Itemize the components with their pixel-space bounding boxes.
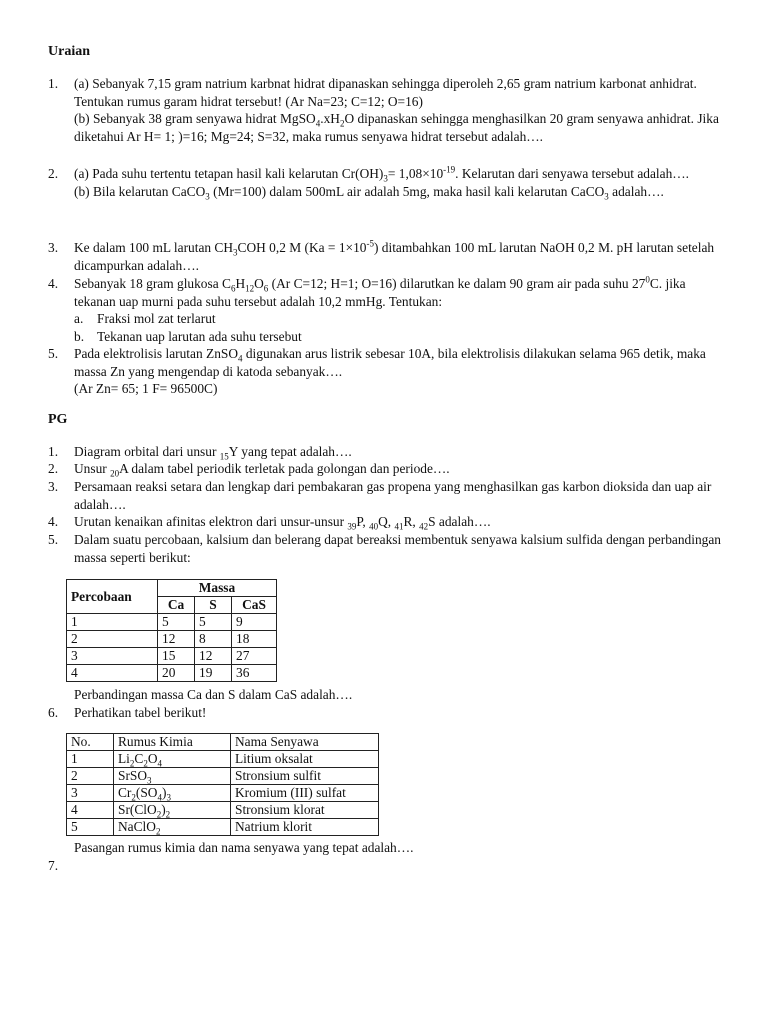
table-cell: 18	[232, 631, 277, 648]
compound-table	[66, 733, 379, 836]
header-s: S	[195, 597, 232, 614]
cell-no: 2	[67, 768, 114, 785]
table-row	[67, 631, 277, 648]
cell-nama: Litium oksalat	[231, 751, 379, 768]
pg-question-4	[48, 513, 728, 531]
question-text: Perbandingan massa Ca dan S dalam CaS adalah….	[74, 687, 353, 702]
table-cell: 2	[67, 631, 158, 648]
table-cell: 5	[158, 614, 195, 631]
question-part-a: (a) Sebanyak 7,15 gram natrium karbnat hidrat dipanaskan sehingga diperoleh 2,65 gram natrium karbonat anhidrat. Tentukan rumus garam hidrat tersebut! (Ar Na=23; C=12; O=16)	[74, 76, 697, 109]
question-number: 3.	[48, 240, 59, 255]
table-row	[67, 751, 379, 768]
header-massa: Massa	[158, 580, 277, 597]
question-part-b: (b) Bila kelarutan CaCO$_3$ (Mr=100) dalam 500mL air adalah 5mg, maka hasil kali kelarutan CaCO$_3$ adalah….	[74, 183, 664, 202]
table-row	[67, 785, 379, 802]
pg-question-5-followup	[48, 686, 728, 704]
question-text: Diagram orbital dari unsur $_{15}$Y yang tepat adalah….	[74, 444, 352, 462]
question-text: Perhatikan tabel berikut!	[74, 705, 207, 720]
table-cell: 15	[158, 648, 195, 665]
mass-ratio-table	[66, 579, 277, 682]
question-number: 4.	[48, 276, 59, 291]
table-cell: 12	[158, 631, 195, 648]
table-cell: 12	[195, 648, 232, 665]
cell-nama: Natrium klorit	[231, 819, 379, 836]
cell-formula: SrSO$_3$	[114, 768, 231, 785]
table-cell: 20	[158, 665, 195, 682]
pg-question-6-followup	[48, 839, 728, 857]
table-cell: 8	[195, 631, 232, 648]
question-number: 5.	[48, 346, 59, 361]
pg-question-1	[48, 443, 728, 461]
header-cas: CaS	[232, 597, 277, 614]
section-heading-pg: PG	[48, 412, 68, 427]
cell-nama: Stronsium sulfit	[231, 768, 379, 785]
header-ca: Ca	[158, 597, 195, 614]
pg-question-3	[48, 478, 728, 513]
question-number: 6.	[48, 705, 59, 720]
cell-nama: Kromium (III) sulfat	[231, 785, 379, 802]
uraian-question-4	[48, 275, 728, 345]
question-text: Ke dalam 100 mL larutan $CH_3COH$ 0,2 M $(Ka = 1\times 10^{-5})$ ditambahkan 100 mL larutan NaOH 0,2 M. pH larutan setelah dicampurkan adalah….	[74, 238, 715, 273]
cell-formula: $Li_2C_2O_4$	[114, 751, 231, 768]
cell-no: 5	[67, 819, 114, 836]
pg-question-6	[48, 704, 728, 722]
uraian-question-3	[48, 239, 728, 274]
question-text: Urutan kenaikan afinitas elektron dari unsur-unsur $_{39}$P, $_{40}$Q, $_{41}$R, $_{42}$S adalah….	[74, 514, 491, 532]
question-text: Pada elektrolisis larutan ZnSO$_4$ digunakan arus listrik sebesar 10A, bila elektrolisis dilakukan selama 965 detik, maka massa Zn yang mengendap di katoda sebanyak….	[74, 346, 706, 379]
cell-formula: $Cr_2(SO_4)_3$	[114, 785, 231, 802]
table-row	[67, 802, 379, 819]
table-cell: 4	[67, 665, 158, 682]
question-text: Unsur $_{20}$A dalam tabel periodik terletak pada golongan dan periode….	[74, 461, 450, 479]
table-cell: 5	[195, 614, 232, 631]
question-number: 3.	[48, 479, 59, 494]
question-text: Persamaan reaksi setara dan lengkap dari pembakaran gas propena yang menghasilkan gas karbon dioksida dan uap air adalah….	[74, 479, 712, 512]
table-row	[67, 665, 277, 682]
question-note: (Ar Zn= 65; 1 F= 96500C)	[74, 381, 218, 397]
section-heading-uraian: Uraian	[48, 44, 90, 59]
table-row	[67, 768, 379, 785]
cell-no: 1	[67, 751, 114, 768]
question-number: 4.	[48, 514, 59, 529]
cell-no: 3	[67, 785, 114, 802]
question-number: 7.	[48, 858, 59, 873]
header-percobaan: Percobaan	[67, 580, 158, 614]
uraian-question-2	[48, 165, 728, 200]
question-number: 1.	[48, 444, 59, 459]
cell-formula: $Sr(ClO_2)_2$	[114, 802, 231, 819]
pg-question-5	[48, 531, 728, 566]
sub-item-b: b. Tekanan uap larutan ada suhu tersebut	[74, 328, 302, 344]
uraian-question-1	[48, 75, 728, 145]
pg-question-2	[48, 460, 728, 478]
question-number: 1.	[48, 76, 59, 91]
header-rumus-kimia: Rumus Kimia	[114, 734, 231, 751]
table-row	[67, 819, 379, 836]
table-cell: 19	[195, 665, 232, 682]
sub-item-a: a. Fraksi mol zat terlarut	[74, 311, 216, 327]
table-cell: 36	[232, 665, 277, 682]
table-cell: 3	[67, 648, 158, 665]
question-part-a: (a) Pada suhu tertentu tetapan hasil kali kelarutan $Cr(OH)_3= 1,08\times 10^{-19}$. Kelarutan dari senyawa tersebut adalah….	[74, 164, 690, 184]
table-cell: 9	[232, 614, 277, 631]
uraian-question-5	[48, 345, 728, 398]
question-number: 5.	[48, 532, 59, 547]
question-number: 2.	[48, 166, 59, 181]
header-no: No.	[67, 734, 114, 751]
cell-no: 4	[67, 802, 114, 819]
table-row	[67, 648, 277, 665]
question-part-b: (b) Sebanyak 38 gram senyawa hidrat $MgSO_4.xH_2O$ dipanaskan sehingga menghasilkan 20 gram senyawa anhidrat. Jika diketahui Ar H= 1; )=16; Mg=24; S=32, maka rumus senyawa hidrat tersebut adalah….	[74, 111, 719, 144]
table-cell: 27	[232, 648, 277, 665]
table-cell: 1	[67, 614, 158, 631]
header-nama-senyawa: Nama Senyawa	[231, 734, 379, 751]
question-number: 2.	[48, 461, 59, 476]
cell-formula: NaClO$_2$	[114, 819, 231, 836]
question-text: Sebanyak 18 gram glukosa $C_6H_{12}O_6$ (Ar C=12; H=1; O=16) dilarutkan ke dalam 90 gram air pada suhu $27^0C$. jika tekanan uap murni pada suhu tersebut adalah 10,2 mmHg. Tentukan:	[74, 274, 686, 309]
question-text: Pasangan rumus kimia dan nama senyawa yang tepat adalah….	[74, 840, 414, 855]
cell-nama: Stronsium klorat	[231, 802, 379, 819]
table-row	[67, 614, 277, 631]
question-text: Dalam suatu percobaan, kalsium dan belerang dapat bereaksi membentuk senyawa kalsium sulfida dengan perbandingan massa seperti berikut:	[74, 532, 721, 565]
